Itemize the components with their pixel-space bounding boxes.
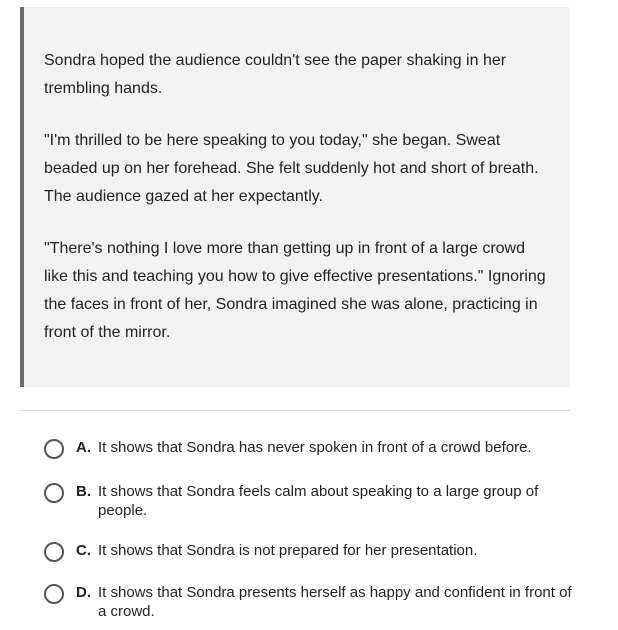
choice-letter-d: D. — [76, 584, 91, 601]
passage-paragraph-1: Sondra hoped the audience couldn't see the paper shaking in her trembling hands. — [44, 52, 507, 97]
passage-paragraph-2: "I'm thrilled to be here speaking to you today," she began. Sweat beaded up on her forehead. She felt suddenly hot and short of breath. The audience gazed at her expectantly. — [44, 132, 539, 205]
radio-button-a[interactable] — [44, 439, 64, 459]
choice-letter-b: B. — [76, 483, 91, 500]
divider — [20, 410, 570, 411]
reading-passage — [20, 7, 570, 387]
choice-text-c: It shows that Sondra is not prepared for her presentation. — [98, 542, 478, 559]
answer-choices — [44, 436, 574, 621]
radio-button-b[interactable] — [44, 483, 64, 503]
choice-text-b: It shows that Sondra feels calm about speaking to a large group of people. — [98, 483, 539, 519]
choice-letter-c: C. — [76, 542, 91, 559]
choice-text-a: It shows that Sondra has never spoken in front of a crowd before. — [98, 439, 532, 456]
answer-choice-b[interactable] — [44, 480, 574, 520]
passage-paragraph-3: "There's nothing I love more than getting up in front of a large crowd like this and teaching you how to give effective presentations." Ignoring the faces in front of her, Sondra imagined she was alone, practicing in front of the mirror. — [44, 240, 546, 341]
radio-button-d[interactable] — [44, 584, 64, 604]
answer-choice-d[interactable] — [44, 581, 574, 621]
choice-text-d: It shows that Sondra presents herself as happy and confident in front of a crowd. — [98, 584, 572, 620]
radio-button-c[interactable] — [44, 542, 64, 562]
answer-choice-a[interactable] — [44, 436, 574, 459]
choice-letter-a: A. — [76, 439, 91, 456]
answer-choice-c[interactable] — [44, 539, 574, 562]
